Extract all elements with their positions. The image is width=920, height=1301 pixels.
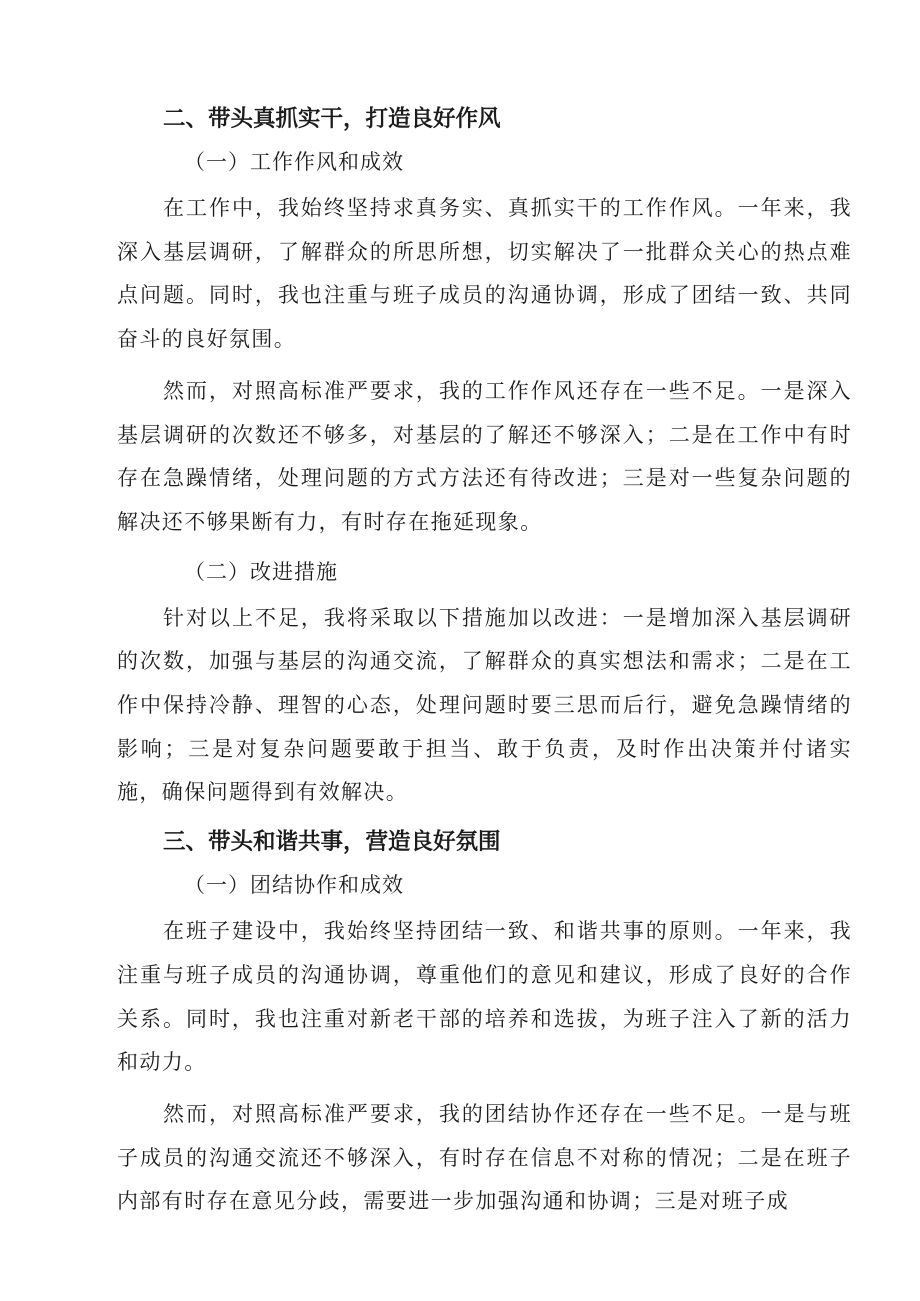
subsection-heading-teamwork: （一）团结协作和成效 xyxy=(184,873,404,898)
paragraph-work-style-shortcomings: 然而，对照高标准严要求，我的工作作风还存在一些不足。一是深入基层调研的次数还不够多，对基层的了解还不够深入；二是在工作中有时存在急躁情绪，处理问题的方式方法还有待改进；三是对一些复杂问题的解决还不够果断有力，有时存在拖延现象。 xyxy=(117,378,852,534)
paragraph-work-style-achievements: 在工作中，我始终坚持求真务实、真抓实干的工作作风。一年来，我深入基层调研，了解群众的所思所想，切实解决了一批群众关心的热点难点问题。同时，我也注重与班子成员的沟通协调，形成了团结一致、共同奋斗的良好氛围。 xyxy=(117,196,852,352)
paragraph-improvement-measures: 针对以上不足，我将采取以下措施加以改进：一是增加深入基层调研的次数，加强与基层的沟通交流，了解群众的真实想法和需求；二是在工作中保持冷静、理智的心态，处理问题时要三思而后行，避免急躁情绪的影响；三是对复杂问题要敢于担当、敢于负责，及时作出决策并付诸实施，确保问题得到有效解决。 xyxy=(117,605,852,805)
paragraph-teamwork-shortcomings: 然而，对照高标准严要求，我的团结协作还存在一些不足。一是与班子成员的沟通交流还不够深入，有时存在信息不对称的情况；二是在班子内部有时存在意见分歧，需要进一步加强沟通和协调；三是对班子成 xyxy=(117,1101,852,1214)
section-heading-3: 三、带头和谐共事，营造良好氛围 xyxy=(163,829,501,856)
subsection-heading-improvements: （二）改进措施 xyxy=(184,559,338,584)
paragraph-teamwork-achievements: 在班子建设中，我始终坚持团结一致、和谐共事的原则。一年来，我注重与班子成员的沟通协调，尊重他们的意见和建议，形成了良好的合作关系。同时，我也注重对新老干部的培养和选拔，为班子注入了新的活力和动力。 xyxy=(117,919,852,1075)
document-body xyxy=(117,100,852,1225)
subsection-heading-work-style: （一）工作作风和成效 xyxy=(184,150,404,174)
section-heading-2: 二、带头真抓实干，打造良好作风 xyxy=(163,106,501,132)
